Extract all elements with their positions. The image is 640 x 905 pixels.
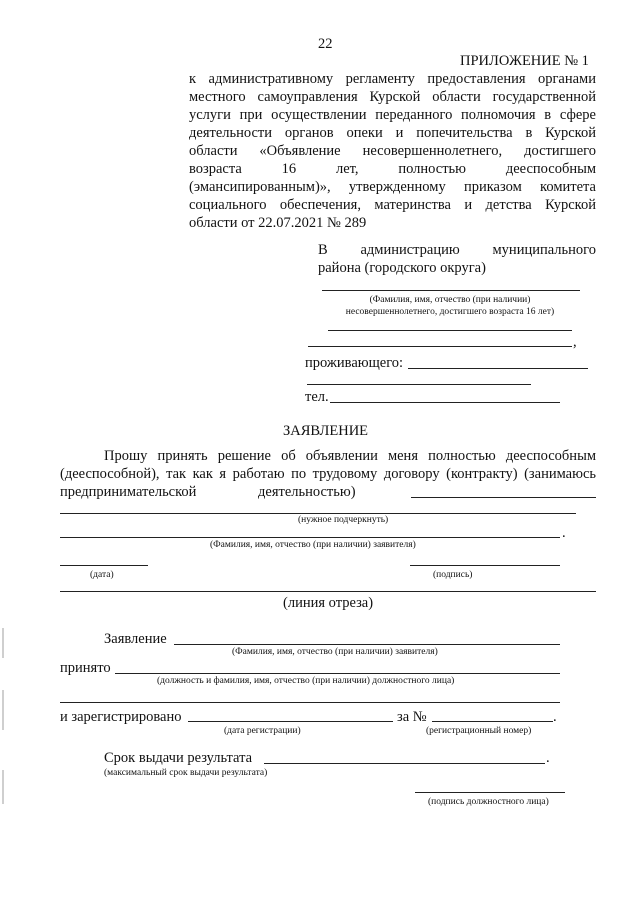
residing-field-2[interactable] (307, 384, 531, 385)
appendix-line: услуги при осуществлении переданного полномочия в сфере (189, 107, 596, 123)
scan-edge-mark (2, 690, 4, 730)
appendix-title: ПРИЛОЖЕНИЕ № 1 (460, 53, 589, 69)
deadline-field[interactable] (264, 763, 545, 764)
receipt-applicant-hint: (Фамилия, имя, отчество (при наличии) заявителя) (232, 647, 438, 657)
receipt-statement-label: Заявление (104, 631, 167, 647)
reg-number-hint: (регистрационный номер) (426, 726, 532, 736)
statement-line-3a: предпринимательской (60, 484, 197, 500)
statement-line-3b: деятельностью) (258, 484, 356, 500)
number-label: за № (397, 709, 427, 725)
reg-number-field[interactable] (432, 721, 553, 722)
activity-field-2[interactable] (60, 513, 576, 514)
phone-label: тел. (305, 389, 329, 405)
applicant-period: . (562, 525, 566, 541)
official-signature-field[interactable] (415, 792, 565, 793)
underline-hint: (нужное подчеркнуть) (298, 515, 389, 525)
official-signature-hint: (подпись должностного лица) (428, 797, 549, 807)
minor-name-field-2[interactable] (328, 330, 572, 331)
reg-date-field[interactable] (188, 721, 393, 722)
deadline-label: Срок выдачи результата (104, 750, 253, 766)
appendix-line: (эмансипированным)», утвержденному приказом комитета (189, 179, 596, 195)
appendix-line: деятельности органов опеки и попечительства в Курской (189, 125, 596, 141)
statement-line-1: Прошу принять решение об объявлении меня полностью дееспособным (104, 448, 596, 464)
addressee-comma: , (573, 334, 577, 350)
registered-period: . (553, 709, 557, 725)
residing-label: проживающего: (305, 355, 404, 371)
official-field[interactable] (115, 673, 560, 674)
minor-name-hint-1: (Фамилия, имя, отчество (при наличии) (369, 295, 531, 305)
scan-edge-mark (2, 628, 4, 658)
addressee-line-1: В администрацию муниципального (318, 242, 596, 258)
appendix-line: социального обеспечения, материнства и детства Курской (189, 197, 596, 213)
appendix-line: к административному регламенту предоставления органами (189, 71, 596, 87)
registered-label: и зарегистрировано (60, 709, 182, 725)
minor-name-field[interactable] (322, 290, 580, 291)
accepted-label: принято (60, 660, 111, 676)
appendix-text (189, 70, 596, 214)
activity-field[interactable] (411, 497, 596, 498)
addressee-line-2: района (городского округа) (318, 260, 486, 276)
receipt-applicant-field[interactable] (174, 644, 560, 645)
residing-field[interactable] (408, 368, 588, 369)
statement-title: ЗАЯВЛЕНИЕ (283, 423, 369, 439)
official-field-2[interactable] (60, 702, 560, 703)
cut-line (60, 591, 596, 592)
official-hint: (должность и фамилия, имя, отчество (при наличии) должностного лица) (157, 676, 455, 686)
appendix-line: области «Объявление несовершеннолетнего, достигшего (189, 143, 596, 159)
minor-name-hint-2: несовершеннолетнего, достигшего возраста 16 лет) (345, 307, 555, 317)
statement-line-2: (дееспособной), так как я работаю по трудовому договору (контракту) (занимаюсь (60, 466, 596, 482)
applicant-name-hint: (Фамилия, имя, отчество (при наличии) заявителя) (210, 540, 416, 550)
appendix-line: возраста 16 лет, полностью дееспособным (189, 161, 596, 177)
appendix-last-line: области от 22.07.2021 № 289 (189, 215, 367, 231)
deadline-period: . (546, 750, 550, 766)
date-hint: (дата) (90, 570, 114, 580)
signature-field[interactable] (410, 565, 560, 566)
phone-field[interactable] (330, 402, 560, 403)
applicant-name-field[interactable] (60, 537, 560, 538)
date-field[interactable] (60, 565, 148, 566)
scan-edge-mark (2, 770, 4, 804)
appendix-line: местного самоуправления Курской области государственной (189, 89, 596, 105)
minor-name-field-3[interactable] (308, 346, 572, 347)
reg-date-hint: (дата регистрации) (224, 726, 301, 736)
deadline-hint: (максимальный срок выдачи результата) (104, 768, 268, 778)
cut-line-label: (линия отреза) (283, 595, 374, 611)
page-number: 22 (318, 36, 333, 52)
signature-hint: (подпись) (433, 570, 473, 580)
